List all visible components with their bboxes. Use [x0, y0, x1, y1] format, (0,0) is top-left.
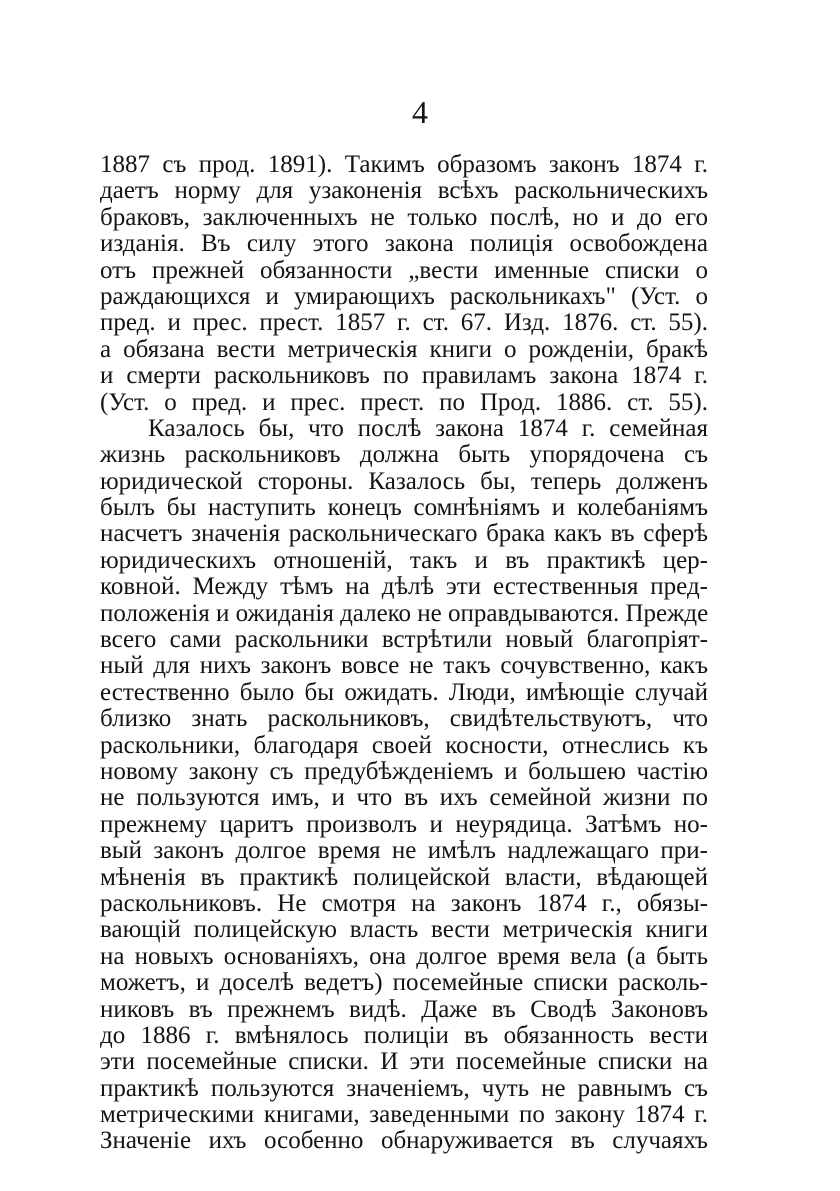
text-line: Значеніе ихъ особенно обнаруживается въ случаяхъ: [100, 1127, 708, 1155]
text-line: юридическихъ отношеній, такъ и въ практикѣ цер-: [100, 546, 708, 574]
text-line: жизнь раскольниковъ должна быть упорядочена съ: [100, 441, 708, 469]
text-line: естественно было бы ожидать. Люди, имѣющіе случай: [100, 678, 708, 706]
text-line: на новыхъ основаніяхъ, она долгое время вела (а быть: [100, 942, 708, 970]
text-line: юридической стороны. Казалось бы, теперь долженъ: [100, 467, 708, 495]
text-line: всего сами раскольники встрѣтили новый благопріят-: [100, 626, 708, 654]
text-line: не пользуются имъ, и что въ ихъ семейной жизни по: [100, 784, 708, 812]
text-line: близко знать раскольниковъ, свидѣтельствуютъ, что: [100, 705, 708, 733]
text-line: метрическими книгами, заведенными по закону 1874 г.: [100, 1101, 708, 1129]
text-line: пред. и прес. прест. 1857 г. ст. 67. Изд. 1876. ст. 55).: [100, 309, 708, 337]
text-line: и смерти раскольниковъ по правиламъ закона 1874 г.: [100, 362, 708, 390]
text-line: былъ бы наступить конецъ сомнѣніямъ и колебаніямъ: [100, 494, 708, 522]
text-line: 1887 съ прод. 1891). Такимъ образомъ законъ 1874 г.: [100, 151, 708, 178]
text-line: прежнему царитъ произволъ и неурядица. Затѣмъ но-: [100, 810, 708, 838]
text-line: никовъ въ прежнемъ видѣ. Даже въ Сводѣ Законовъ: [100, 995, 708, 1023]
text-line: раскольниковъ. Не смотря на законъ 1874 г., обязы-: [100, 889, 708, 917]
text-line: мѣненія въ практикѣ полицейской власти, вѣдающей: [100, 863, 708, 891]
text-line: отъ прежней обязанности „вести именные списки о: [100, 256, 708, 284]
text-line: практикѣ пользуются значеніемъ, чуть не равнымъ съ: [100, 1074, 708, 1102]
text-line: вый законъ долгое время не имѣлъ надлежащаго при-: [100, 837, 708, 865]
text-line: насчетъ значенія раскольническаго брака какъ въ сферѣ: [100, 520, 708, 548]
text-line: ный для нихъ законъ вовсе не такъ сочувственно, какъ: [100, 652, 708, 680]
page-number: 4: [412, 94, 428, 130]
text-line: новому закону съ предубѣжденіемъ и большею частію: [100, 757, 708, 785]
text-line: вающій полицейскую власть вести метрическія книги: [100, 916, 708, 944]
body-text: [100, 152, 708, 1155]
text-line: раскольники, благодаря своей косности, отнеслись къ: [100, 731, 708, 759]
text-line: эти посемейные списки. И эти посемейные списки на: [100, 1048, 708, 1076]
paragraph-first-line: Казалось бы, что послѣ закона 1874 г. семейная: [148, 414, 708, 442]
text-line: можетъ, и доселѣ ведетъ) посемейные списки расколь-: [100, 969, 708, 997]
text-line: (Уст. о пред. и прес. прест. по Прод. 1886. ст. 55).: [100, 388, 708, 416]
text-line: а обязана вести метрическія книги о рожденіи, бракѣ: [100, 335, 708, 363]
text-line: до 1886 г. вмѣнялось полиціи въ обязанность вести: [100, 1021, 708, 1049]
text-line: ковной. Между тѣмъ на дѣлѣ эти естественныя пред-: [100, 573, 708, 601]
text-line: даетъ норму для узаконенія всѣхъ раскольническихъ: [100, 177, 708, 205]
text-line: браковъ, заключенныхъ не только послѣ, но и до его: [100, 203, 708, 231]
text-line: раждающихся и умирающихъ раскольникахъ" (Уст. о: [100, 282, 708, 310]
text-line: изданія. Въ силу этого закона полиція освобождена: [100, 230, 708, 258]
text-line: положенія и ожиданія далеко не оправдываются. Прежде: [100, 599, 709, 627]
